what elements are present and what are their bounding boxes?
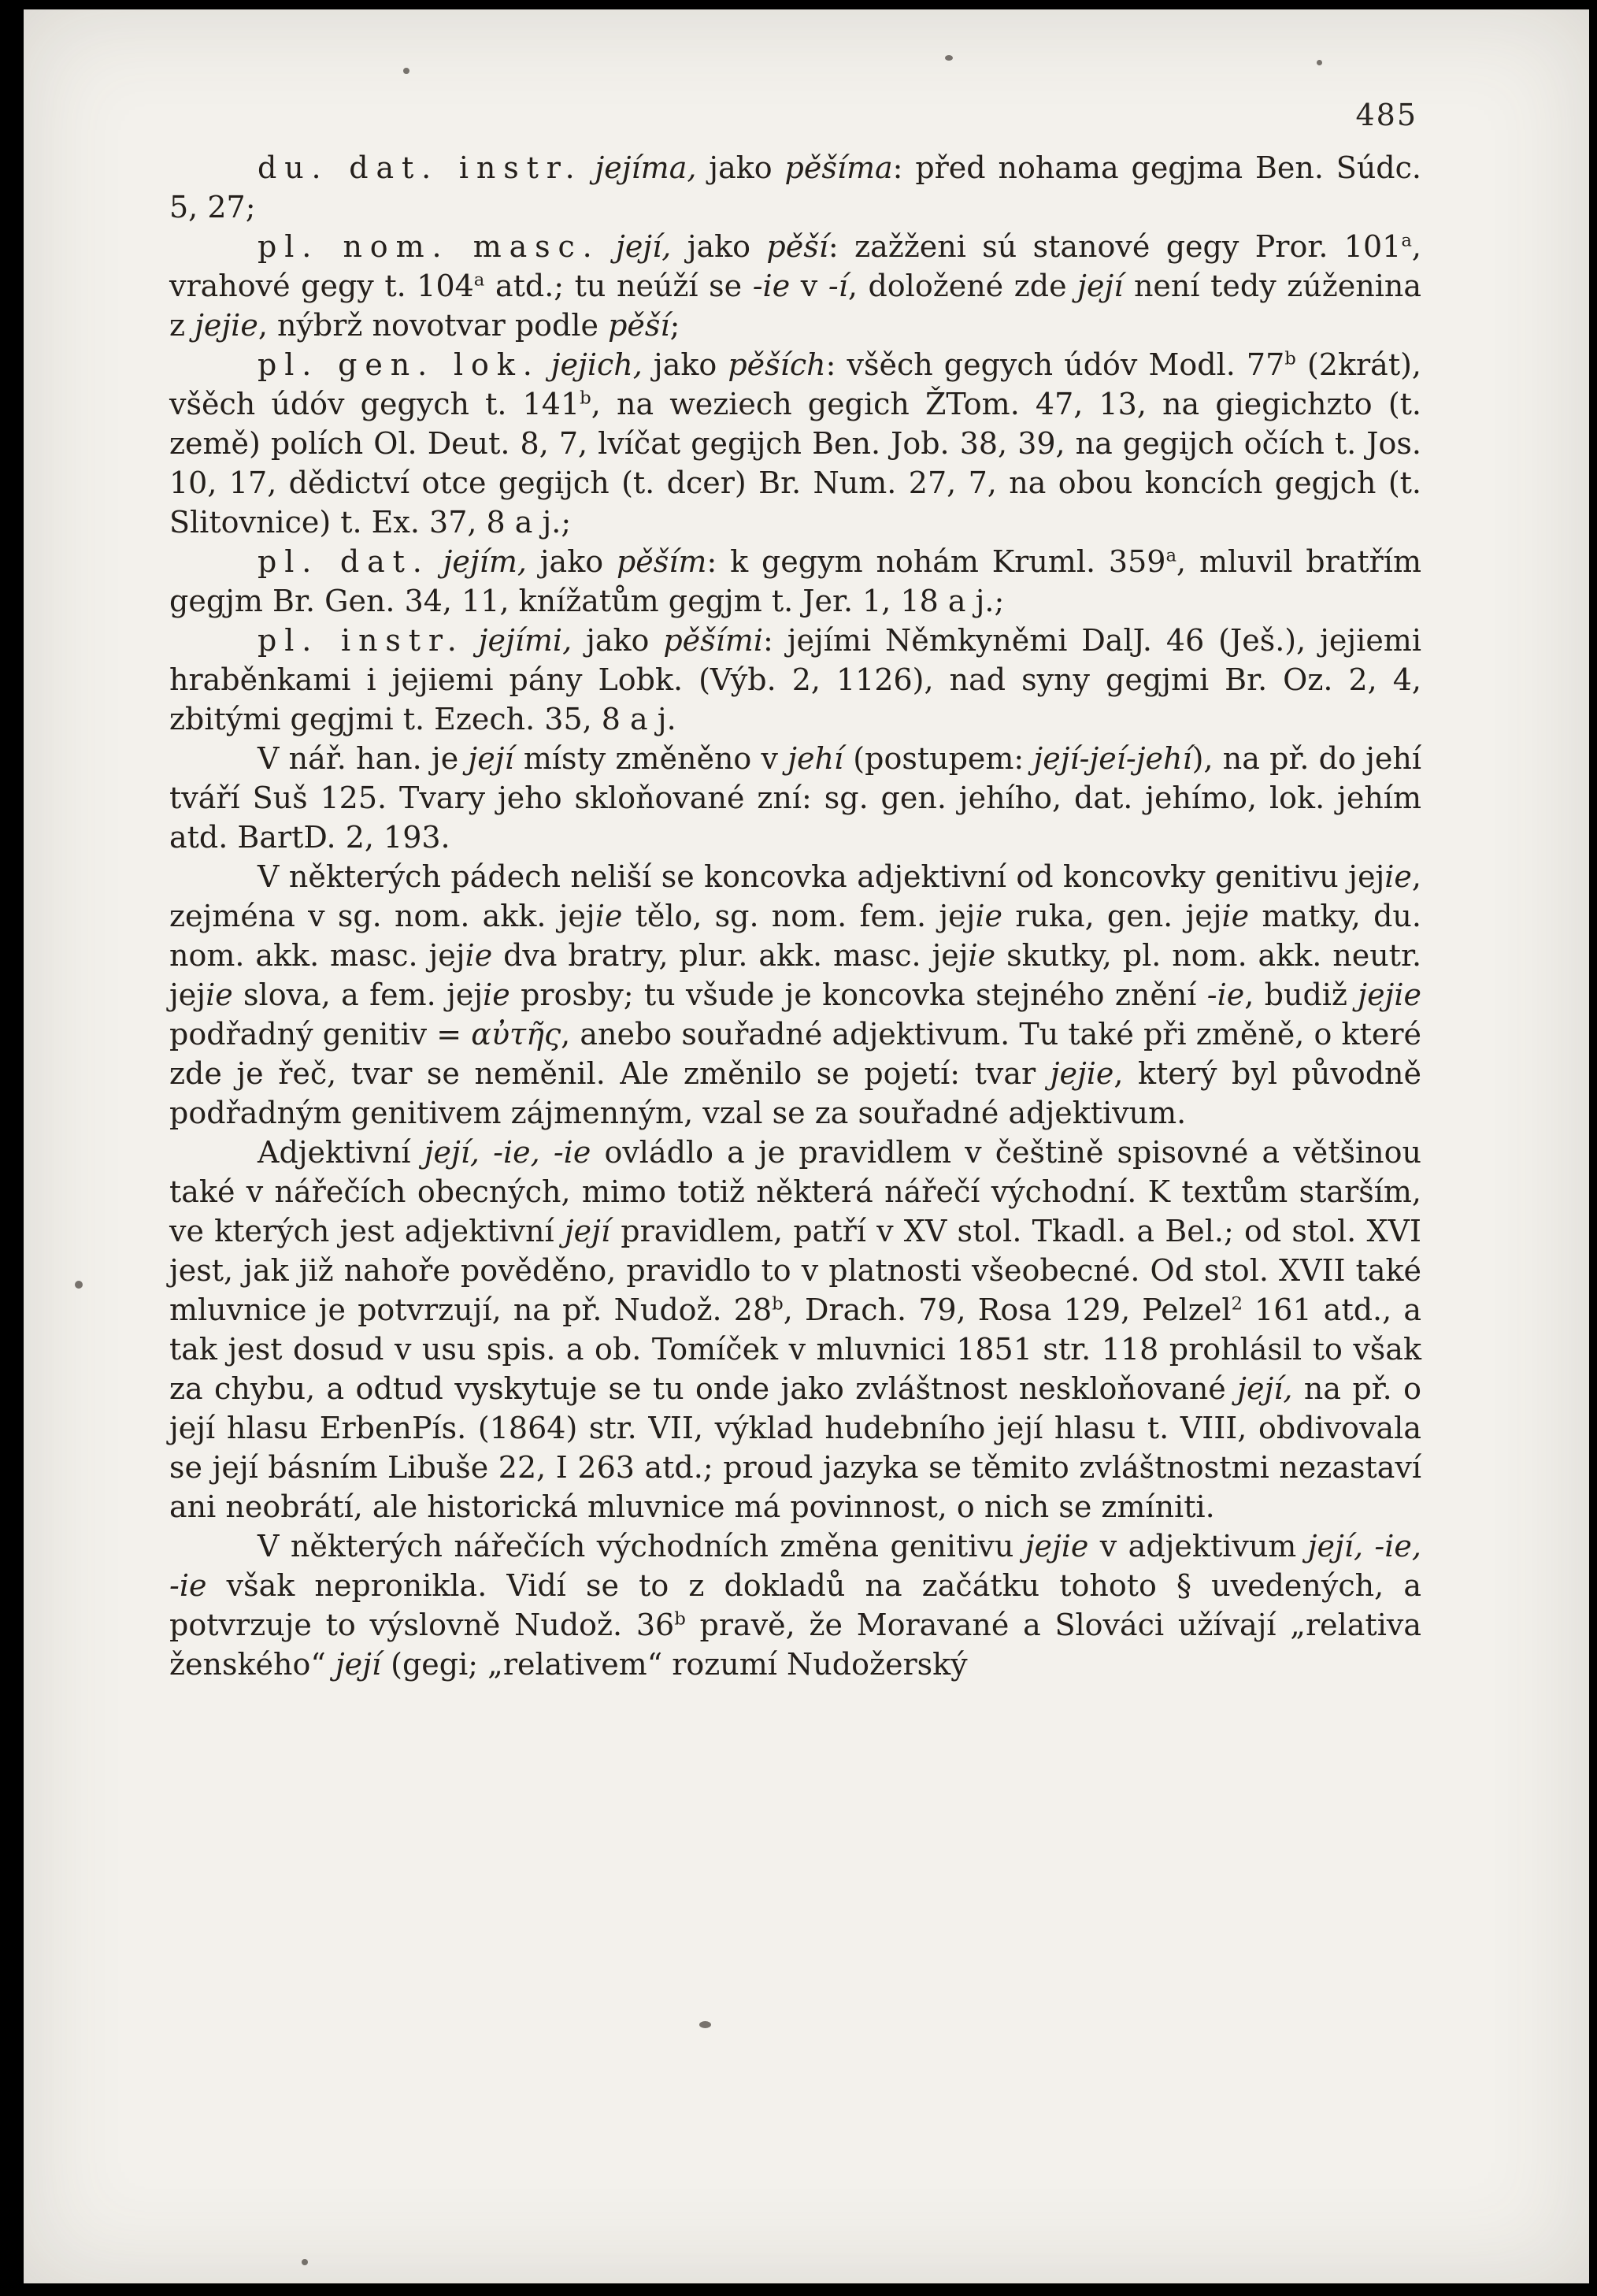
text-run: ie <box>1221 899 1250 933</box>
paragraph <box>169 227 1421 345</box>
text-run: pěšíma <box>784 150 893 185</box>
text-run: pl. dat. <box>258 544 430 579</box>
page-number: 485 <box>1355 98 1417 132</box>
text-run <box>583 150 595 185</box>
text-run: , mluvil bratřím gegjm Br. Gen. 34, 11, knížatům gegjm t. Jer. 1, 18 a j.; <box>169 544 1421 618</box>
text-run: : před nohama gegjma Ben. Súdc. 5, 27; <box>169 150 1421 224</box>
text-run: V některých pádech neliší se koncovka adjektivní od koncovky genitivu jej <box>258 859 1385 894</box>
text-run: ie <box>968 938 996 973</box>
text-run: ie <box>595 899 623 933</box>
text-run: ; <box>669 308 680 343</box>
text-run: : k gegym nohám Kruml. 359 <box>706 544 1166 579</box>
text-run: její <box>564 1214 611 1248</box>
text-run: , který byl původně podřadným genitivem zájmenným, vzal se za souřadné adjektivum. <box>169 1056 1421 1130</box>
text-run: -í <box>828 269 848 303</box>
text-run: pravě, že Moravané a Slováci užívají „relativa ženského“ <box>169 1608 1421 1682</box>
text-run: jehí <box>787 741 844 776</box>
paragraph <box>169 621 1421 739</box>
text-run: Adjektivní <box>258 1135 424 1170</box>
text-run: pl. gen. lok. <box>258 347 540 382</box>
text-run: pl. nom. masc. <box>258 229 600 264</box>
text-run: jejie <box>1050 1056 1114 1091</box>
text-run: její, -ie, -ie <box>169 1529 1421 1603</box>
text-run: , zejména v sg. nom. akk. jej <box>169 859 1421 933</box>
text-run <box>430 544 443 579</box>
text-run: 161 atd., a tak jest dosud v usu spis. a ob. Tomíček v mluvnici 1851 str. 118 prohlásil to však za chybu, a odtud vyskytuje se tu onde jako zvláštnost neskloňované <box>169 1293 1421 1406</box>
text-run: du. dat. instr. <box>258 150 583 185</box>
text-run: podřadný genitiv = <box>169 1017 472 1052</box>
scan-speck <box>699 2021 711 2028</box>
text-run: : všěch gegych údóv Modl. 77 <box>825 347 1285 382</box>
text-run: ovládlo a je pravidlem v češtině spisovné a většinou také v nářečích obecných, mimo totiž některá nářečí východní. K textům starším, ve kterých jest adjektivní <box>169 1135 1421 1248</box>
text-run <box>600 229 616 264</box>
superscript-reference: a <box>1165 545 1177 566</box>
book-page <box>24 9 1589 2283</box>
page-body <box>169 148 1421 1684</box>
text-run: její, <box>1237 1371 1293 1406</box>
text-run: pěšími <box>663 623 763 658</box>
text-run: -ie <box>1206 977 1245 1012</box>
text-run: na př. o její hlasu ErbenPís. (1864) str. VII, výklad hudebního její hlasu t. VIII, obdivovala se její básním Libuše 22, I 263 atd.; proud jazyka se těmito zvláštnostmi nezastaví ani neobrátí, ale historická mluvnice má povinnost, o nich se zmíniti. <box>169 1371 1421 1524</box>
paragraph <box>169 857 1421 1133</box>
text-run: , anebo souřadné adjektivum. Tu také při změně, o které zde je řeč, tvar se neměnil. Ale změnilo se pojetí: tvar <box>169 1017 1421 1091</box>
text-run: V některých nářečích východních změna genitivu <box>258 1529 1025 1563</box>
text-run: ie <box>206 977 233 1012</box>
text-run: ie <box>975 899 1003 933</box>
text-run: jejíma, <box>595 150 697 185</box>
text-run: αὐτῆς <box>471 1017 561 1052</box>
text-run: jako <box>526 544 617 579</box>
text-run: : zažženi sú stanové gegy Pror. 101 <box>828 229 1402 264</box>
scan-speck <box>302 2259 308 2265</box>
paragraph <box>169 345 1421 542</box>
text-run: její <box>335 1647 382 1682</box>
scan-speck <box>1317 60 1322 65</box>
text-run: matky, du. nom. akk. masc. jej <box>169 899 1421 973</box>
text-run: , nýbrž novotvar podle <box>258 308 609 343</box>
text-run: (postupem: <box>843 741 1034 776</box>
text-run: jejie <box>195 308 258 343</box>
text-run: její-jeí-jehí <box>1033 741 1192 776</box>
text-run: pěší <box>766 229 828 264</box>
paragraph <box>169 1526 1421 1684</box>
text-run <box>465 623 479 658</box>
text-run: jako <box>671 229 767 264</box>
text-run: (2krát), všěch údóv gegych t. 141 <box>169 347 1421 421</box>
text-run: tělo, sg. nom. fem. jej <box>622 899 976 933</box>
text-run: jako <box>642 347 728 382</box>
text-run: , vrahové gegy t. 104 <box>169 229 1421 303</box>
paragraph <box>169 739 1421 857</box>
text-run: slova, a fem. jej <box>232 977 484 1012</box>
text-run: (gegi; „relativem“ rozumí Nudožerský <box>381 1647 968 1682</box>
text-run: V nář. han. je <box>258 741 469 776</box>
text-run: ), na př. do jehí tváří Suš 125. Tvary jeho skloňované zní: sg. gen. jehího, dat. jehímo, lok. jehím atd. BartD. 2, 193. <box>169 741 1421 855</box>
text-run: pěší <box>608 308 670 343</box>
scan-speck <box>403 68 409 74</box>
text-run: -ie <box>752 269 791 303</box>
text-run: její, -ie, -ie <box>424 1135 591 1170</box>
paragraph <box>169 542 1421 621</box>
text-run: jako <box>696 150 785 185</box>
text-run: jejie <box>1358 977 1421 1012</box>
text-run: ie <box>483 977 510 1012</box>
text-run: prosby; tu všude je koncovka stejného znění <box>509 977 1207 1012</box>
text-run: není tedy zúženina z <box>169 269 1421 343</box>
text-run: pl. instr. <box>258 623 465 658</box>
text-run: , budiž <box>1244 977 1358 1012</box>
scan-speck <box>75 1281 83 1289</box>
text-run: však nepronikla. Vidí se to z dokladů na začátku tohoto § uvedených, a potvrzuje to výslovně Nudož. 36 <box>169 1568 1421 1642</box>
text-run: jako <box>572 623 664 658</box>
text-run: ie <box>1384 859 1412 894</box>
text-run: , na weziech gegich ŽTom. 47, 13, na giegichzto (t. země) polích Ol. Deut. 8, 7, lvíčat gegijch Ben. Job. 38, 39, na gegijch očích t. Jos. 10, 17, dědictví otce gegijch (t. dcer) Br. Num. 27, 7, na obou koncích gegjch (t. Slitovnice) t. Ex. 37, 8 a j.; <box>169 387 1421 540</box>
text-run: : jejími Němkyněmi DalJ. 46 (Ješ.), jejiemi hraběnkami i jejiemi pány Lobk. (Výb. 2, 1126), nad syny gegjmi Br. Oz. 2, 4, zbitými gegjmi t. Ezech. 35, 8 a j. <box>169 623 1421 736</box>
text-run: jejím, <box>443 544 527 579</box>
text-run: její, <box>616 229 672 264</box>
text-run: v <box>790 269 828 303</box>
text-run: jejich, <box>550 347 643 382</box>
text-run: atd.; tu neúží se <box>484 269 753 303</box>
superscript-reference: b <box>674 1608 686 1630</box>
text-run: pravidlem, patří v XV stol. Tkadl. a Bel.; od stol. XVI jest, jak již nahoře pověděno, pravidlo to v platnosti všeobecné. Od stol. XVII také mluvnice je potvrzují, na př. Nudož. 28 <box>169 1214 1421 1327</box>
text-run: , doložené zde <box>847 269 1078 303</box>
superscript-reference: a <box>473 269 485 291</box>
text-run: v adjektivum <box>1088 1529 1308 1563</box>
superscript-reference: b <box>1284 348 1296 369</box>
text-run <box>540 347 551 382</box>
paragraph <box>169 148 1421 227</box>
superscript-reference: 2 <box>1231 1293 1243 1315</box>
text-run: dva bratry, plur. akk. masc. jej <box>492 938 969 973</box>
text-run: ie <box>465 938 493 973</box>
text-run: ruka, gen. jej <box>1002 899 1222 933</box>
text-run: pěším <box>616 544 707 579</box>
scan-speck <box>945 55 953 61</box>
text-run: pěších <box>728 347 826 382</box>
text-run: její <box>1077 269 1124 303</box>
superscript-reference: a <box>1401 230 1412 251</box>
text-run: jejími, <box>478 623 572 658</box>
superscript-reference: b <box>580 388 591 409</box>
text-run: , Drach. 79, Rosa 129, Pelzel <box>783 1293 1232 1327</box>
text-run: její <box>468 741 514 776</box>
superscript-reference: b <box>772 1293 784 1315</box>
paragraph <box>169 1133 1421 1526</box>
text-run: místy změněno v <box>513 741 788 776</box>
text-run: skutky, pl. nom. akk. neutr. jej <box>169 938 1422 1012</box>
text-run: jejie <box>1025 1529 1089 1563</box>
